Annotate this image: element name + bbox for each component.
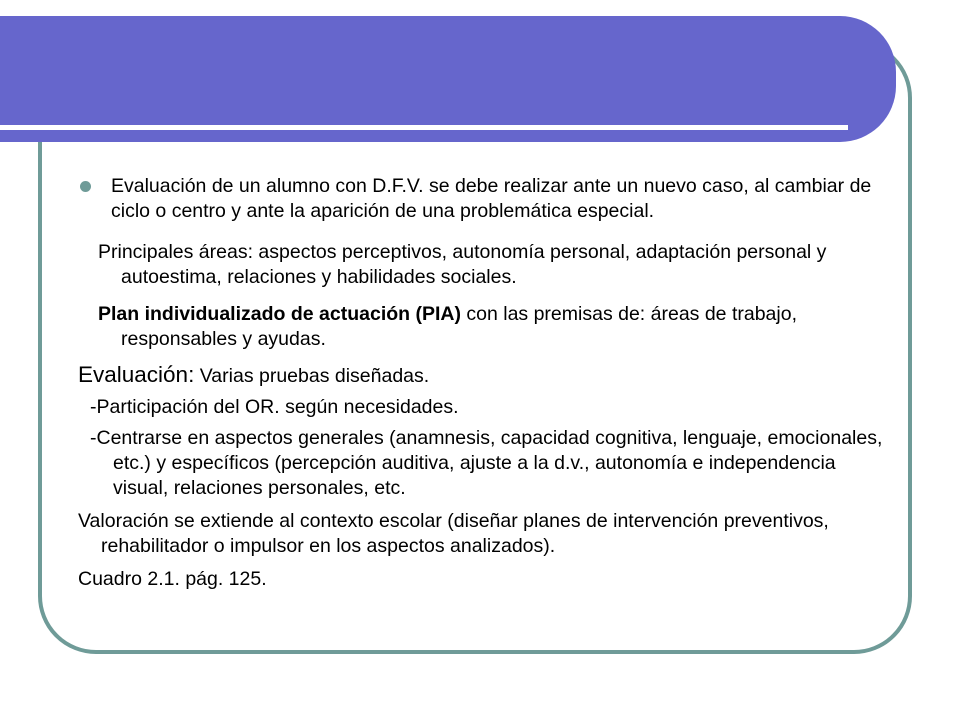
pia-bold-label: Plan individualizado de actuación (PIA) [98,303,461,325]
cuadro-reference: Cuadro 2.1. pág. 125. [78,568,267,590]
evaluation-label: Evaluación: [78,362,195,387]
evaluation-rest: Varias pruebas diseñadas. [194,365,430,387]
pia-rest: con las premisas de: áreas de trabajo, responsables y ayudas. [121,303,797,350]
bullet-item [78,174,894,224]
header-divider [0,125,848,130]
slide-body [78,174,894,592]
areas-paragraph: Principales áreas: aspectos perceptivos, autonomía personal, adaptación personal y autoestima, relaciones y habilidades sociales. [98,241,827,288]
participation-line: -Participación del OR. según necesidades. [90,396,459,418]
bullet-paragraph: Evaluación de un alumno con D.F.V. se debe realizar ante un nuevo caso, al cambiar de ciclo o centro y ante la aparición de una problemática especial. [111,175,872,222]
header-band [0,16,896,142]
bullet-dot-icon [80,181,91,192]
pia-paragraph [98,302,894,352]
centrarse-paragraph: -Centrarse en aspectos generales (anamnesis, capacidad cognitiva, lenguaje, emocionales, etc.) y específicos (percepción auditiva, ajuste a la d.v., autonomía e independencia visual, relaciones personales, etc. [90,427,883,499]
valoracion-paragraph: Valoración se extiende al contexto escolar (diseñar planes de intervención preventivos, rehabilitador o impulsor en los aspectos analizados). [78,510,829,557]
evaluation-heading [78,362,894,389]
